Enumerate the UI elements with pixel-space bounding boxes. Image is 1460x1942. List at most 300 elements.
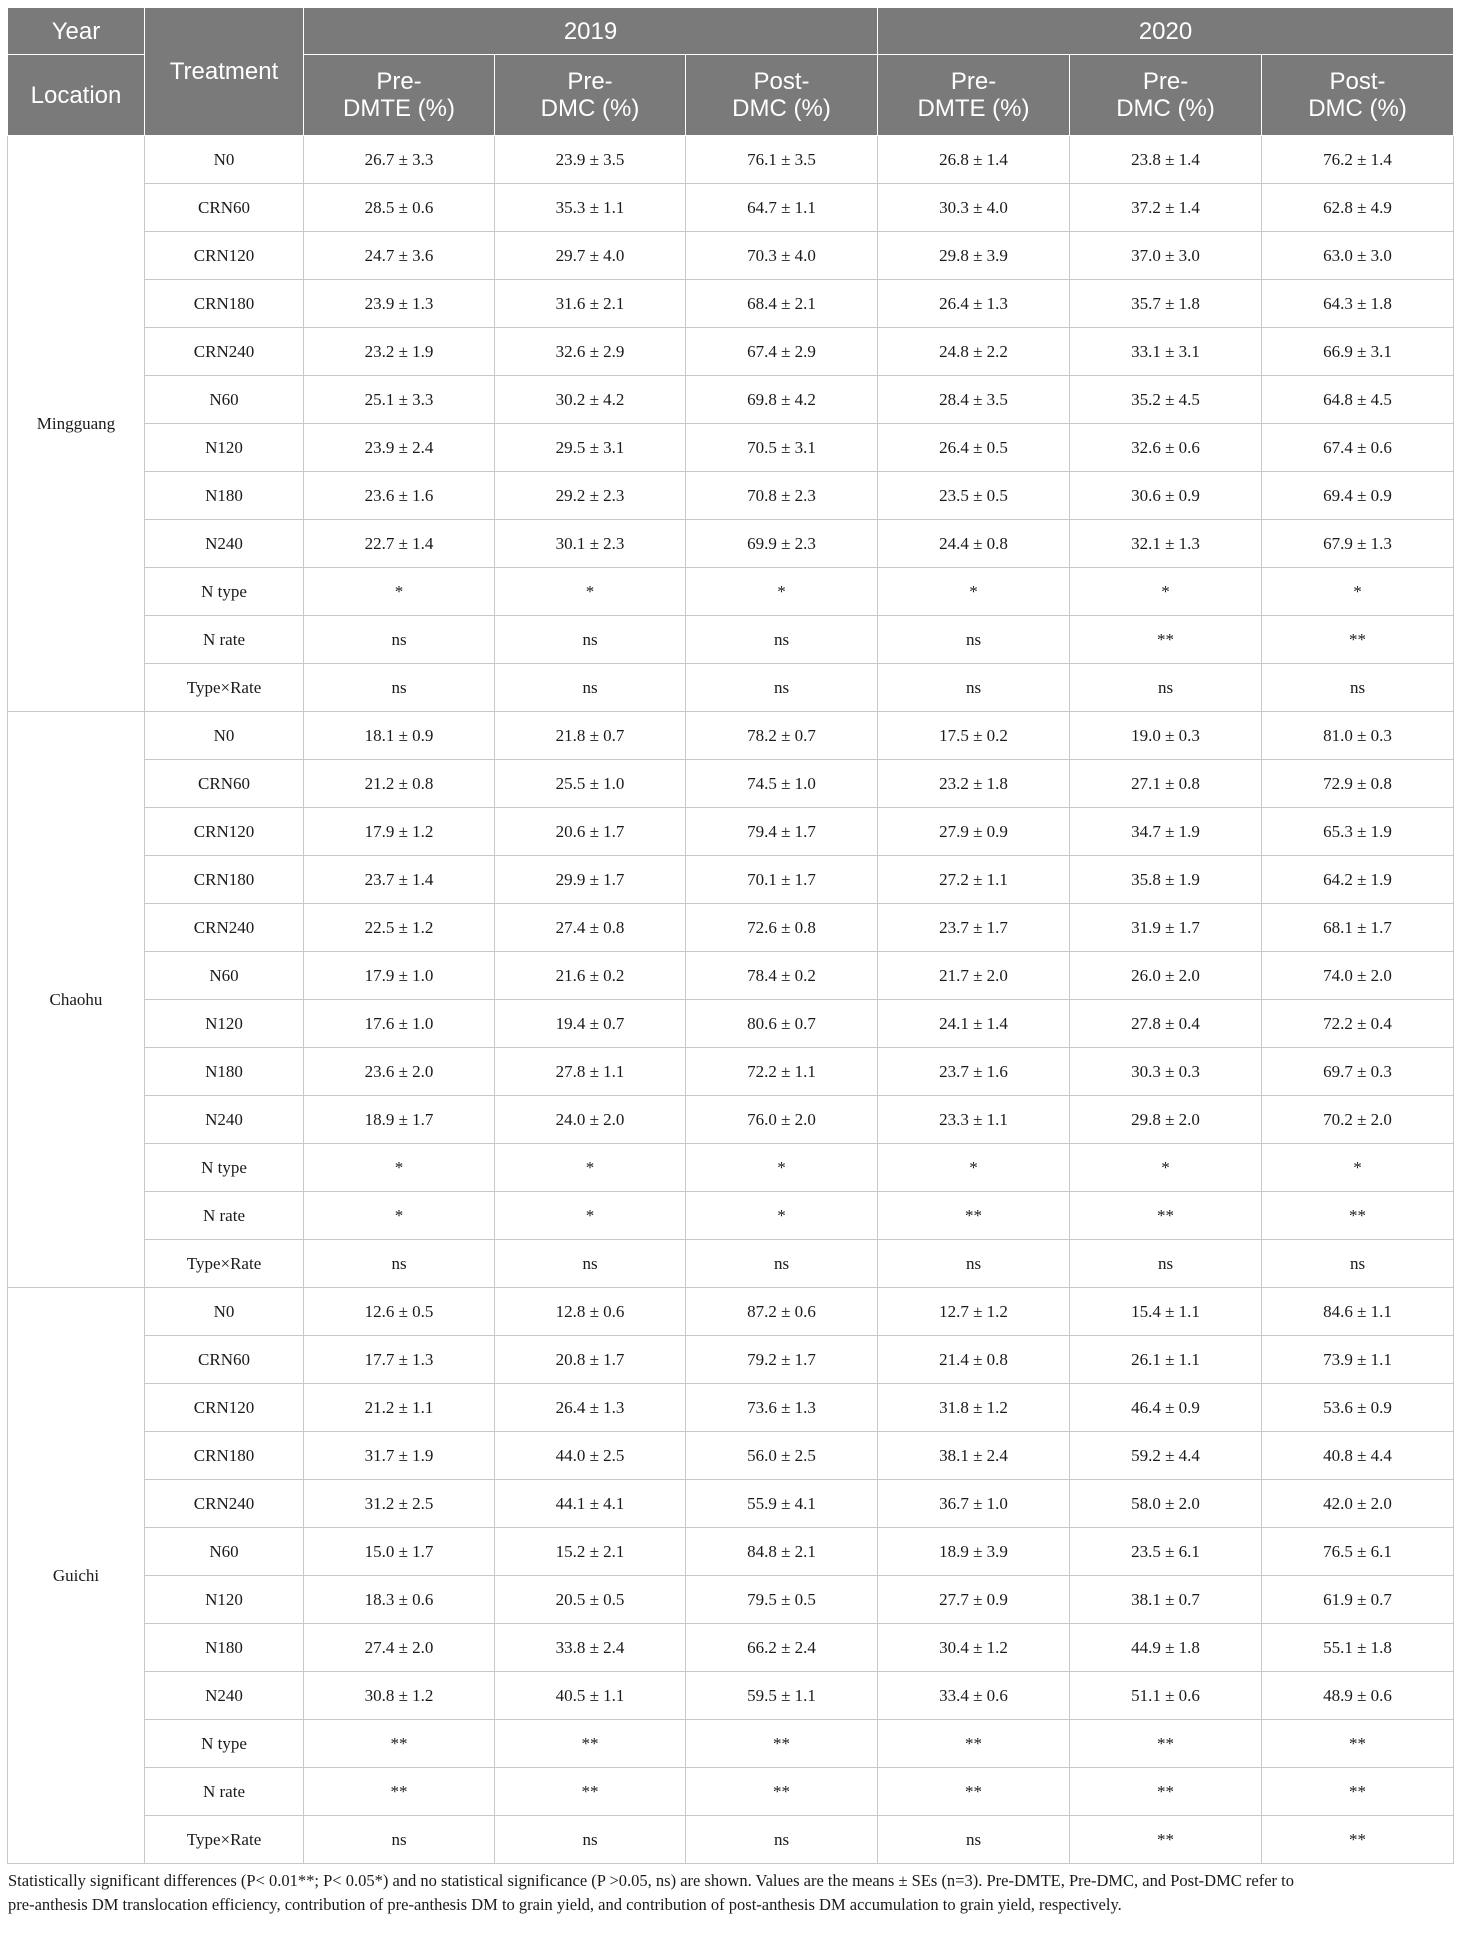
treatment-cell: N240 [145, 1096, 304, 1144]
value-cell: 12.7 ± 1.2 [878, 1288, 1070, 1336]
value-cell: ** [686, 1768, 878, 1816]
value-cell: 74.5 ± 1.0 [686, 760, 878, 808]
value-cell: 29.9 ± 1.7 [495, 856, 686, 904]
value-cell: * [1070, 568, 1262, 616]
value-cell: 30.8 ± 1.2 [304, 1672, 495, 1720]
table-row [8, 1000, 1454, 1048]
value-cell: 78.2 ± 0.7 [686, 712, 878, 760]
treatment-cell: N0 [145, 1288, 304, 1336]
value-cell: 65.3 ± 1.9 [1262, 808, 1454, 856]
table-row [8, 1672, 1454, 1720]
value-cell: 32.6 ± 0.6 [1070, 424, 1262, 472]
table-row [8, 1048, 1454, 1096]
value-cell: * [686, 1144, 878, 1192]
value-cell: 79.4 ± 1.7 [686, 808, 878, 856]
value-cell: 68.1 ± 1.7 [1262, 904, 1454, 952]
value-cell: 23.2 ± 1.9 [304, 328, 495, 376]
value-cell: 66.2 ± 2.4 [686, 1624, 878, 1672]
footnote-line: pre-anthesis DM translocation efficiency, contribution of pre-anthesis DM to grain yield, and contribution of post-anthesis DM accumulation to grain yield, respectively. [8, 1895, 1122, 1914]
value-cell: 70.5 ± 3.1 [686, 424, 878, 472]
value-cell: 72.6 ± 0.8 [686, 904, 878, 952]
location-cell: Mingguang [8, 136, 145, 712]
value-cell: ns [878, 1240, 1070, 1288]
value-cell: 76.2 ± 1.4 [1262, 136, 1454, 184]
value-cell: 73.6 ± 1.3 [686, 1384, 878, 1432]
treatment-cell: N60 [145, 376, 304, 424]
value-cell: * [304, 568, 495, 616]
value-cell: 84.6 ± 1.1 [1262, 1288, 1454, 1336]
data-table [7, 7, 1454, 1864]
value-cell: 67.4 ± 0.6 [1262, 424, 1454, 472]
treatment-cell: CRN240 [145, 328, 304, 376]
treatment-cell: N180 [145, 1624, 304, 1672]
value-cell: ** [1070, 1816, 1262, 1864]
value-cell: 36.7 ± 1.0 [878, 1480, 1070, 1528]
value-cell: ** [878, 1720, 1070, 1768]
value-cell: 15.2 ± 2.1 [495, 1528, 686, 1576]
value-cell: 30.3 ± 0.3 [1070, 1048, 1262, 1096]
value-cell: ns [495, 664, 686, 712]
value-cell: 27.4 ± 2.0 [304, 1624, 495, 1672]
value-cell: 26.8 ± 1.4 [878, 136, 1070, 184]
value-cell: 55.9 ± 4.1 [686, 1480, 878, 1528]
value-cell: 74.0 ± 2.0 [1262, 952, 1454, 1000]
value-cell: 80.6 ± 0.7 [686, 1000, 878, 1048]
value-cell: 26.0 ± 2.0 [1070, 952, 1262, 1000]
col-header: Pre- DMC (%) [495, 55, 686, 136]
value-cell: ns [686, 1240, 878, 1288]
value-cell: 20.5 ± 0.5 [495, 1576, 686, 1624]
value-cell: 58.0 ± 2.0 [1070, 1480, 1262, 1528]
value-cell: ** [304, 1720, 495, 1768]
year-2019-header: 2019 [304, 8, 878, 55]
col-header: Post- DMC (%) [1262, 55, 1454, 136]
value-cell: 63.0 ± 3.0 [1262, 232, 1454, 280]
value-cell: 64.7 ± 1.1 [686, 184, 878, 232]
treatment-header: Treatment [145, 8, 304, 136]
value-cell: ns [878, 664, 1070, 712]
value-cell: ns [686, 664, 878, 712]
table-container [7, 7, 1453, 1917]
table-row [8, 808, 1454, 856]
value-cell: 24.4 ± 0.8 [878, 520, 1070, 568]
value-cell: 17.9 ± 1.2 [304, 808, 495, 856]
treatment-cell: N60 [145, 952, 304, 1000]
value-cell: 12.6 ± 0.5 [304, 1288, 495, 1336]
table-row [8, 472, 1454, 520]
treatment-cell: N240 [145, 520, 304, 568]
value-cell: 15.0 ± 1.7 [304, 1528, 495, 1576]
year-header: Year [8, 8, 145, 55]
table-row [8, 664, 1454, 712]
treatment-cell: CRN180 [145, 280, 304, 328]
value-cell: 24.1 ± 1.4 [878, 1000, 1070, 1048]
value-cell: 30.4 ± 1.2 [878, 1624, 1070, 1672]
table-row [8, 1816, 1454, 1864]
table-row [8, 520, 1454, 568]
value-cell: 30.1 ± 2.3 [495, 520, 686, 568]
value-cell: 37.0 ± 3.0 [1070, 232, 1262, 280]
value-cell: 68.4 ± 2.1 [686, 280, 878, 328]
value-cell: 26.1 ± 1.1 [1070, 1336, 1262, 1384]
value-cell: 40.8 ± 4.4 [1262, 1432, 1454, 1480]
value-cell: 70.1 ± 1.7 [686, 856, 878, 904]
col-header: Post- DMC (%) [686, 55, 878, 136]
value-cell: 17.9 ± 1.0 [304, 952, 495, 1000]
value-cell: ** [1262, 616, 1454, 664]
value-cell: ns [686, 616, 878, 664]
value-cell: 15.4 ± 1.1 [1070, 1288, 1262, 1336]
value-cell: ns [304, 1240, 495, 1288]
value-cell: 31.2 ± 2.5 [304, 1480, 495, 1528]
value-cell: 56.0 ± 2.5 [686, 1432, 878, 1480]
value-cell: 18.9 ± 1.7 [304, 1096, 495, 1144]
table-row [8, 952, 1454, 1000]
value-cell: 30.2 ± 4.2 [495, 376, 686, 424]
table-row [8, 856, 1454, 904]
table-row [8, 760, 1454, 808]
value-cell: 31.6 ± 2.1 [495, 280, 686, 328]
value-cell: 22.7 ± 1.4 [304, 520, 495, 568]
treatment-cell: N rate [145, 1768, 304, 1816]
value-cell: ** [495, 1768, 686, 1816]
year-2020-header: 2020 [878, 8, 1454, 55]
value-cell: ** [1070, 1720, 1262, 1768]
value-cell: 27.2 ± 1.1 [878, 856, 1070, 904]
treatment-cell: Type×Rate [145, 1240, 304, 1288]
value-cell: 28.4 ± 3.5 [878, 376, 1070, 424]
treatment-cell: N0 [145, 712, 304, 760]
value-cell: 19.4 ± 0.7 [495, 1000, 686, 1048]
table-row [8, 1480, 1454, 1528]
value-cell: 69.4 ± 0.9 [1262, 472, 1454, 520]
value-cell: 46.4 ± 0.9 [1070, 1384, 1262, 1432]
table-row [8, 1144, 1454, 1192]
value-cell: ** [878, 1768, 1070, 1816]
value-cell: 76.1 ± 3.5 [686, 136, 878, 184]
value-cell: 23.5 ± 6.1 [1070, 1528, 1262, 1576]
value-cell: * [495, 568, 686, 616]
value-cell: ns [495, 1816, 686, 1864]
value-cell: * [1262, 1144, 1454, 1192]
value-cell: * [1070, 1144, 1262, 1192]
table-row [8, 280, 1454, 328]
treatment-cell: CRN120 [145, 1384, 304, 1432]
value-cell: 17.7 ± 1.3 [304, 1336, 495, 1384]
value-cell: ns [1262, 1240, 1454, 1288]
value-cell: 23.6 ± 2.0 [304, 1048, 495, 1096]
value-cell: * [686, 568, 878, 616]
table-row [8, 1528, 1454, 1576]
value-cell: 61.9 ± 0.7 [1262, 1576, 1454, 1624]
value-cell: 35.8 ± 1.9 [1070, 856, 1262, 904]
treatment-cell: N120 [145, 1576, 304, 1624]
treatment-cell: N240 [145, 1672, 304, 1720]
treatment-cell: N120 [145, 424, 304, 472]
value-cell: 26.4 ± 1.3 [878, 280, 1070, 328]
value-cell: 21.6 ± 0.2 [495, 952, 686, 1000]
value-cell: * [495, 1144, 686, 1192]
value-cell: 70.8 ± 2.3 [686, 472, 878, 520]
value-cell: 67.9 ± 1.3 [1262, 520, 1454, 568]
value-cell: 19.0 ± 0.3 [1070, 712, 1262, 760]
value-cell: ** [686, 1720, 878, 1768]
value-cell: ns [304, 616, 495, 664]
value-cell: ns [495, 616, 686, 664]
value-cell: 70.2 ± 2.0 [1262, 1096, 1454, 1144]
value-cell: * [686, 1192, 878, 1240]
value-cell: 24.7 ± 3.6 [304, 232, 495, 280]
value-cell: * [304, 1192, 495, 1240]
value-cell: 20.6 ± 1.7 [495, 808, 686, 856]
value-cell: * [1262, 568, 1454, 616]
value-cell: 23.8 ± 1.4 [1070, 136, 1262, 184]
treatment-cell: N120 [145, 1000, 304, 1048]
value-cell: 21.4 ± 0.8 [878, 1336, 1070, 1384]
value-cell: 64.2 ± 1.9 [1262, 856, 1454, 904]
table-row [8, 1192, 1454, 1240]
value-cell: 69.9 ± 2.3 [686, 520, 878, 568]
value-cell: 64.3 ± 1.8 [1262, 280, 1454, 328]
value-cell: 40.5 ± 1.1 [495, 1672, 686, 1720]
value-cell: 67.4 ± 2.9 [686, 328, 878, 376]
value-cell: ** [304, 1768, 495, 1816]
table-row [8, 376, 1454, 424]
treatment-cell: CRN240 [145, 1480, 304, 1528]
value-cell: ns [1070, 664, 1262, 712]
value-cell: 23.2 ± 1.8 [878, 760, 1070, 808]
value-cell: 64.8 ± 4.5 [1262, 376, 1454, 424]
treatment-cell: N type [145, 568, 304, 616]
table-footnote [7, 1869, 1453, 1917]
treatment-cell: CRN120 [145, 232, 304, 280]
value-cell: 33.1 ± 3.1 [1070, 328, 1262, 376]
value-cell: 23.9 ± 2.4 [304, 424, 495, 472]
value-cell: ns [304, 1816, 495, 1864]
value-cell: 26.4 ± 1.3 [495, 1384, 686, 1432]
value-cell: 29.5 ± 3.1 [495, 424, 686, 472]
value-cell: 18.1 ± 0.9 [304, 712, 495, 760]
value-cell: ** [1262, 1816, 1454, 1864]
value-cell: 30.6 ± 0.9 [1070, 472, 1262, 520]
value-cell: 72.2 ± 0.4 [1262, 1000, 1454, 1048]
table-row [8, 328, 1454, 376]
value-cell: 73.9 ± 1.1 [1262, 1336, 1454, 1384]
treatment-cell: CRN120 [145, 808, 304, 856]
treatment-cell: Type×Rate [145, 664, 304, 712]
value-cell: ns [878, 616, 1070, 664]
value-cell: 29.8 ± 2.0 [1070, 1096, 1262, 1144]
value-cell: 23.7 ± 1.4 [304, 856, 495, 904]
value-cell: 23.7 ± 1.7 [878, 904, 1070, 952]
value-cell: 29.8 ± 3.9 [878, 232, 1070, 280]
value-cell: 72.9 ± 0.8 [1262, 760, 1454, 808]
value-cell: * [495, 1192, 686, 1240]
value-cell: 12.8 ± 0.6 [495, 1288, 686, 1336]
value-cell: 37.2 ± 1.4 [1070, 184, 1262, 232]
table-row [8, 712, 1454, 760]
value-cell: 26.4 ± 0.5 [878, 424, 1070, 472]
treatment-cell: CRN180 [145, 1432, 304, 1480]
table-row [8, 1576, 1454, 1624]
table-row [8, 1240, 1454, 1288]
value-cell: ns [304, 664, 495, 712]
value-cell: 29.7 ± 4.0 [495, 232, 686, 280]
value-cell: ** [1070, 1768, 1262, 1816]
value-cell: 38.1 ± 0.7 [1070, 1576, 1262, 1624]
table-header [8, 8, 1454, 136]
value-cell: ** [1262, 1192, 1454, 1240]
treatment-cell: CRN60 [145, 760, 304, 808]
value-cell: 44.9 ± 1.8 [1070, 1624, 1262, 1672]
value-cell: 27.8 ± 1.1 [495, 1048, 686, 1096]
value-cell: 78.4 ± 0.2 [686, 952, 878, 1000]
value-cell: 17.5 ± 0.2 [878, 712, 1070, 760]
value-cell: 66.9 ± 3.1 [1262, 328, 1454, 376]
table-row [8, 1336, 1454, 1384]
table-row [8, 184, 1454, 232]
value-cell: 18.9 ± 3.9 [878, 1528, 1070, 1576]
treatment-cell: Type×Rate [145, 1816, 304, 1864]
value-cell: 22.5 ± 1.2 [304, 904, 495, 952]
value-cell: 23.5 ± 0.5 [878, 472, 1070, 520]
col-header: Pre- DMTE (%) [878, 55, 1070, 136]
value-cell: 87.2 ± 0.6 [686, 1288, 878, 1336]
value-cell: 42.0 ± 2.0 [1262, 1480, 1454, 1528]
value-cell: 27.4 ± 0.8 [495, 904, 686, 952]
value-cell: 44.1 ± 4.1 [495, 1480, 686, 1528]
value-cell: ns [1070, 1240, 1262, 1288]
table-row [8, 1720, 1454, 1768]
value-cell: 23.7 ± 1.6 [878, 1048, 1070, 1096]
value-cell: ** [1070, 1192, 1262, 1240]
value-cell: 79.2 ± 1.7 [686, 1336, 878, 1384]
treatment-cell: N type [145, 1144, 304, 1192]
treatment-cell: N180 [145, 1048, 304, 1096]
value-cell: * [878, 568, 1070, 616]
value-cell: 35.7 ± 1.8 [1070, 280, 1262, 328]
value-cell: 28.5 ± 0.6 [304, 184, 495, 232]
value-cell: 33.4 ± 0.6 [878, 1672, 1070, 1720]
value-cell: 23.6 ± 1.6 [304, 472, 495, 520]
footnote-line: Statistically significant differences (P< 0.01**; P< 0.05*) and no statistical significance (P >0.05, ns) are shown. Values are the means ± SEs (n=3). Pre-DMTE, Pre-DMC, and Post-DMC refer to [8, 1871, 1294, 1890]
location-cell: Guichi [8, 1288, 145, 1864]
col-header: Pre- DMC (%) [1070, 55, 1262, 136]
value-cell: 23.3 ± 1.1 [878, 1096, 1070, 1144]
value-cell: 70.3 ± 4.0 [686, 232, 878, 280]
value-cell: 20.8 ± 1.7 [495, 1336, 686, 1384]
value-cell: 31.8 ± 1.2 [878, 1384, 1070, 1432]
value-cell: 81.0 ± 0.3 [1262, 712, 1454, 760]
value-cell: 35.3 ± 1.1 [495, 184, 686, 232]
value-cell: 17.6 ± 1.0 [304, 1000, 495, 1048]
value-cell: 34.7 ± 1.9 [1070, 808, 1262, 856]
value-cell: 26.7 ± 3.3 [304, 136, 495, 184]
value-cell: 21.2 ± 0.8 [304, 760, 495, 808]
table-row [8, 136, 1454, 184]
table-row [8, 904, 1454, 952]
table-row [8, 1624, 1454, 1672]
treatment-cell: CRN180 [145, 856, 304, 904]
value-cell: 30.3 ± 4.0 [878, 184, 1070, 232]
value-cell: 21.2 ± 1.1 [304, 1384, 495, 1432]
treatment-cell: N0 [145, 136, 304, 184]
treatment-cell: N type [145, 1720, 304, 1768]
value-cell: 44.0 ± 2.5 [495, 1432, 686, 1480]
value-cell: 69.8 ± 4.2 [686, 376, 878, 424]
value-cell: 24.8 ± 2.2 [878, 328, 1070, 376]
value-cell: ** [878, 1192, 1070, 1240]
value-cell: ns [1262, 664, 1454, 712]
value-cell: 18.3 ± 0.6 [304, 1576, 495, 1624]
value-cell: 29.2 ± 2.3 [495, 472, 686, 520]
value-cell: * [304, 1144, 495, 1192]
value-cell: 27.7 ± 0.9 [878, 1576, 1070, 1624]
treatment-cell: N60 [145, 1528, 304, 1576]
value-cell: 48.9 ± 0.6 [1262, 1672, 1454, 1720]
value-cell: 72.2 ± 1.1 [686, 1048, 878, 1096]
value-cell: 31.9 ± 1.7 [1070, 904, 1262, 952]
value-cell: ns [686, 1816, 878, 1864]
value-cell: 32.6 ± 2.9 [495, 328, 686, 376]
value-cell: 79.5 ± 0.5 [686, 1576, 878, 1624]
value-cell: 24.0 ± 2.0 [495, 1096, 686, 1144]
value-cell: 32.1 ± 1.3 [1070, 520, 1262, 568]
table-row [8, 1768, 1454, 1816]
value-cell: 84.8 ± 2.1 [686, 1528, 878, 1576]
col-header: Pre- DMTE (%) [304, 55, 495, 136]
value-cell: * [878, 1144, 1070, 1192]
treatment-cell: CRN60 [145, 1336, 304, 1384]
treatment-cell: CRN60 [145, 184, 304, 232]
value-cell: 27.1 ± 0.8 [1070, 760, 1262, 808]
treatment-cell: N rate [145, 616, 304, 664]
value-cell: 27.8 ± 0.4 [1070, 1000, 1262, 1048]
value-cell: 25.5 ± 1.0 [495, 760, 686, 808]
table-row [8, 616, 1454, 664]
table-row [8, 568, 1454, 616]
table-row [8, 1384, 1454, 1432]
value-cell: 21.8 ± 0.7 [495, 712, 686, 760]
table-body [8, 136, 1454, 1864]
treatment-cell: CRN240 [145, 904, 304, 952]
value-cell: 59.2 ± 4.4 [1070, 1432, 1262, 1480]
value-cell: ns [878, 1816, 1070, 1864]
location-header: Location [8, 55, 145, 136]
value-cell: ** [495, 1720, 686, 1768]
value-cell: 33.8 ± 2.4 [495, 1624, 686, 1672]
value-cell: 27.9 ± 0.9 [878, 808, 1070, 856]
value-cell: 25.1 ± 3.3 [304, 376, 495, 424]
table-row [8, 232, 1454, 280]
value-cell: 31.7 ± 1.9 [304, 1432, 495, 1480]
value-cell: 23.9 ± 3.5 [495, 136, 686, 184]
value-cell: 76.0 ± 2.0 [686, 1096, 878, 1144]
value-cell: 62.8 ± 4.9 [1262, 184, 1454, 232]
treatment-cell: N rate [145, 1192, 304, 1240]
value-cell: ns [495, 1240, 686, 1288]
table-row [8, 424, 1454, 472]
value-cell: 23.9 ± 1.3 [304, 280, 495, 328]
value-cell: 59.5 ± 1.1 [686, 1672, 878, 1720]
value-cell: 55.1 ± 1.8 [1262, 1624, 1454, 1672]
table-row [8, 1432, 1454, 1480]
value-cell: 76.5 ± 6.1 [1262, 1528, 1454, 1576]
value-cell: ** [1262, 1768, 1454, 1816]
location-cell: Chaohu [8, 712, 145, 1288]
value-cell: 69.7 ± 0.3 [1262, 1048, 1454, 1096]
table-row [8, 1096, 1454, 1144]
